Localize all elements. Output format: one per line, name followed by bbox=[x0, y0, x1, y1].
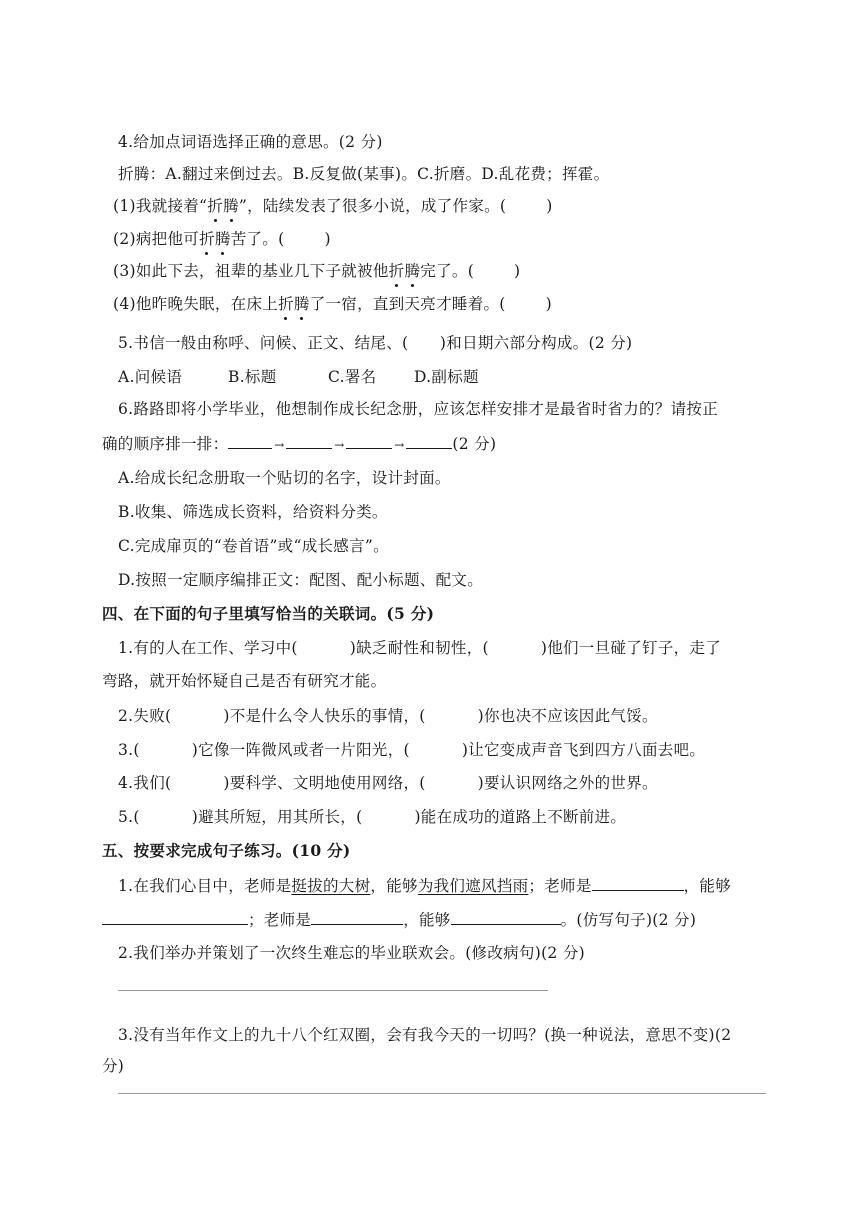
q5-option[interactable]: C.署名 bbox=[328, 368, 377, 386]
s5-q3-line-1: 3.没有当年作文上的九十八个红双圈，会有我今天的一切吗？(换一种说法，意思不变)(2 bbox=[118, 1026, 732, 1044]
section-4-title: 四、在下面的句子里填写恰当的关联词。(5 分) bbox=[102, 604, 435, 623]
s5-q1-line-2: ；老师是 ，能够 。(仿写句子)(2 分) bbox=[102, 908, 696, 931]
q6-line-1: 6.路路即将小学毕业，他想制作成长纪念册，应该怎样安排才是最省时省力的？请按正 bbox=[118, 400, 718, 418]
s4-item-3: 3.( )它像一阵微风或者一片阳光，( )让它变成声音飞到四方八面去吧。 bbox=[118, 741, 706, 759]
q5-options bbox=[118, 366, 524, 388]
arrow-icon: → bbox=[334, 438, 345, 452]
q6-option-a: A.给成长纪念册取一个贴切的名字，设计封面。 bbox=[118, 469, 451, 487]
order-blank[interactable] bbox=[228, 432, 272, 449]
underlined-phrase: 为我们遮风挡雨 bbox=[417, 877, 529, 895]
q5-stem: 5.书信一般由称呼、问候、正文、结尾、( )和日期六部分构成。(2 分) bbox=[118, 334, 633, 352]
q6-option-b: B.收集、筛选成长资料，给资料分类。 bbox=[118, 503, 388, 521]
q6-option-d: D.按照一定顺序编排正文：配图、配小标题、配文。 bbox=[118, 571, 484, 589]
s4-item-5: 5.( )避其所短，用其所长，( )能在成功的道路上不断前进。 bbox=[118, 808, 627, 826]
underlined-phrase: 挺拔的大树 bbox=[291, 877, 371, 895]
write-blank[interactable] bbox=[102, 908, 248, 925]
s4-item-2: 2.失败( )不是什么令人快乐的事情，( )你也决不应该因此气馁。 bbox=[118, 707, 658, 725]
q4-item-3: (3)如此下去，祖辈的基业几下子就被他折腾完了。( ) bbox=[113, 262, 521, 280]
arrow-icon: → bbox=[394, 438, 405, 452]
dotted-char: 腾 bbox=[214, 230, 231, 248]
answer-line[interactable] bbox=[118, 1093, 766, 1094]
dotted-char: 折 bbox=[278, 295, 294, 313]
q4-item-2: (2)病把他可折腾苦了。( ) bbox=[113, 230, 331, 248]
order-blank[interactable] bbox=[406, 432, 452, 449]
dotted-char: 折 bbox=[199, 230, 215, 248]
q6-line-2: 确的顺序排一排： → → → (2 分) bbox=[102, 432, 496, 456]
q5-option[interactable]: B.标题 bbox=[228, 368, 277, 386]
dotted-char: 腾 bbox=[293, 295, 310, 313]
write-blank[interactable] bbox=[592, 874, 684, 891]
dotted-char: 折 bbox=[388, 262, 405, 280]
section-5-title: 五、按要求完成句子练习。(10 分) bbox=[102, 841, 351, 860]
write-blank[interactable] bbox=[311, 908, 403, 925]
order-blank[interactable] bbox=[346, 432, 392, 449]
q5-option[interactable]: D.副标题 bbox=[414, 368, 479, 386]
dotted-char: 腾 bbox=[404, 262, 421, 280]
dotted-char: 腾 bbox=[223, 197, 239, 215]
arrow-icon: → bbox=[274, 438, 285, 452]
q5-option[interactable]: A.问候语 bbox=[118, 368, 183, 386]
s5-q1-line-1: 1.在我们心目中，老师是挺拔的大树，能够为我们遮风挡雨；老师是 ，能够 bbox=[118, 874, 731, 897]
s4-item-1-cont: 弯路，就开始怀疑自己是否有研究才能。 bbox=[102, 672, 387, 690]
write-blank[interactable] bbox=[451, 908, 561, 925]
s4-item-1: 1.有的人在工作、学习中( )缺乏耐性和韧性，( )他们一旦碰了钉子，走了 bbox=[118, 639, 722, 657]
q4-item-1: (1)我就接着“折腾”，陆续发表了很多小说，成了作家。( ) bbox=[113, 197, 553, 215]
s5-q3-line-2: 分) bbox=[102, 1057, 125, 1075]
q6-option-c: C.完成扉页的“卷首语”或“成长感言”。 bbox=[118, 537, 389, 555]
dotted-char: 折 bbox=[207, 197, 224, 215]
q4-stem: 4.给加点词语选择正确的意思。(2 分) bbox=[118, 133, 383, 151]
order-blank[interactable] bbox=[286, 432, 332, 449]
q4-item-4: (4)他昨晚失眠，在床上折腾了一宿，直到天亮才睡着。( ) bbox=[113, 295, 552, 313]
answer-line[interactable] bbox=[118, 990, 548, 991]
s5-q2: 2.我们举办并策划了一次终生难忘的毕业联欢会。(修改病句)(2 分) bbox=[118, 944, 585, 962]
q4-meanings: 折腾：A.翻过来倒过去。B.反复做(某事)。C.折磨。D.乱花费；挥霍。 bbox=[118, 165, 610, 183]
s4-item-4: 4.我们( )要科学、文明地使用网络，( )要认识网络之外的世界。 bbox=[118, 774, 658, 792]
